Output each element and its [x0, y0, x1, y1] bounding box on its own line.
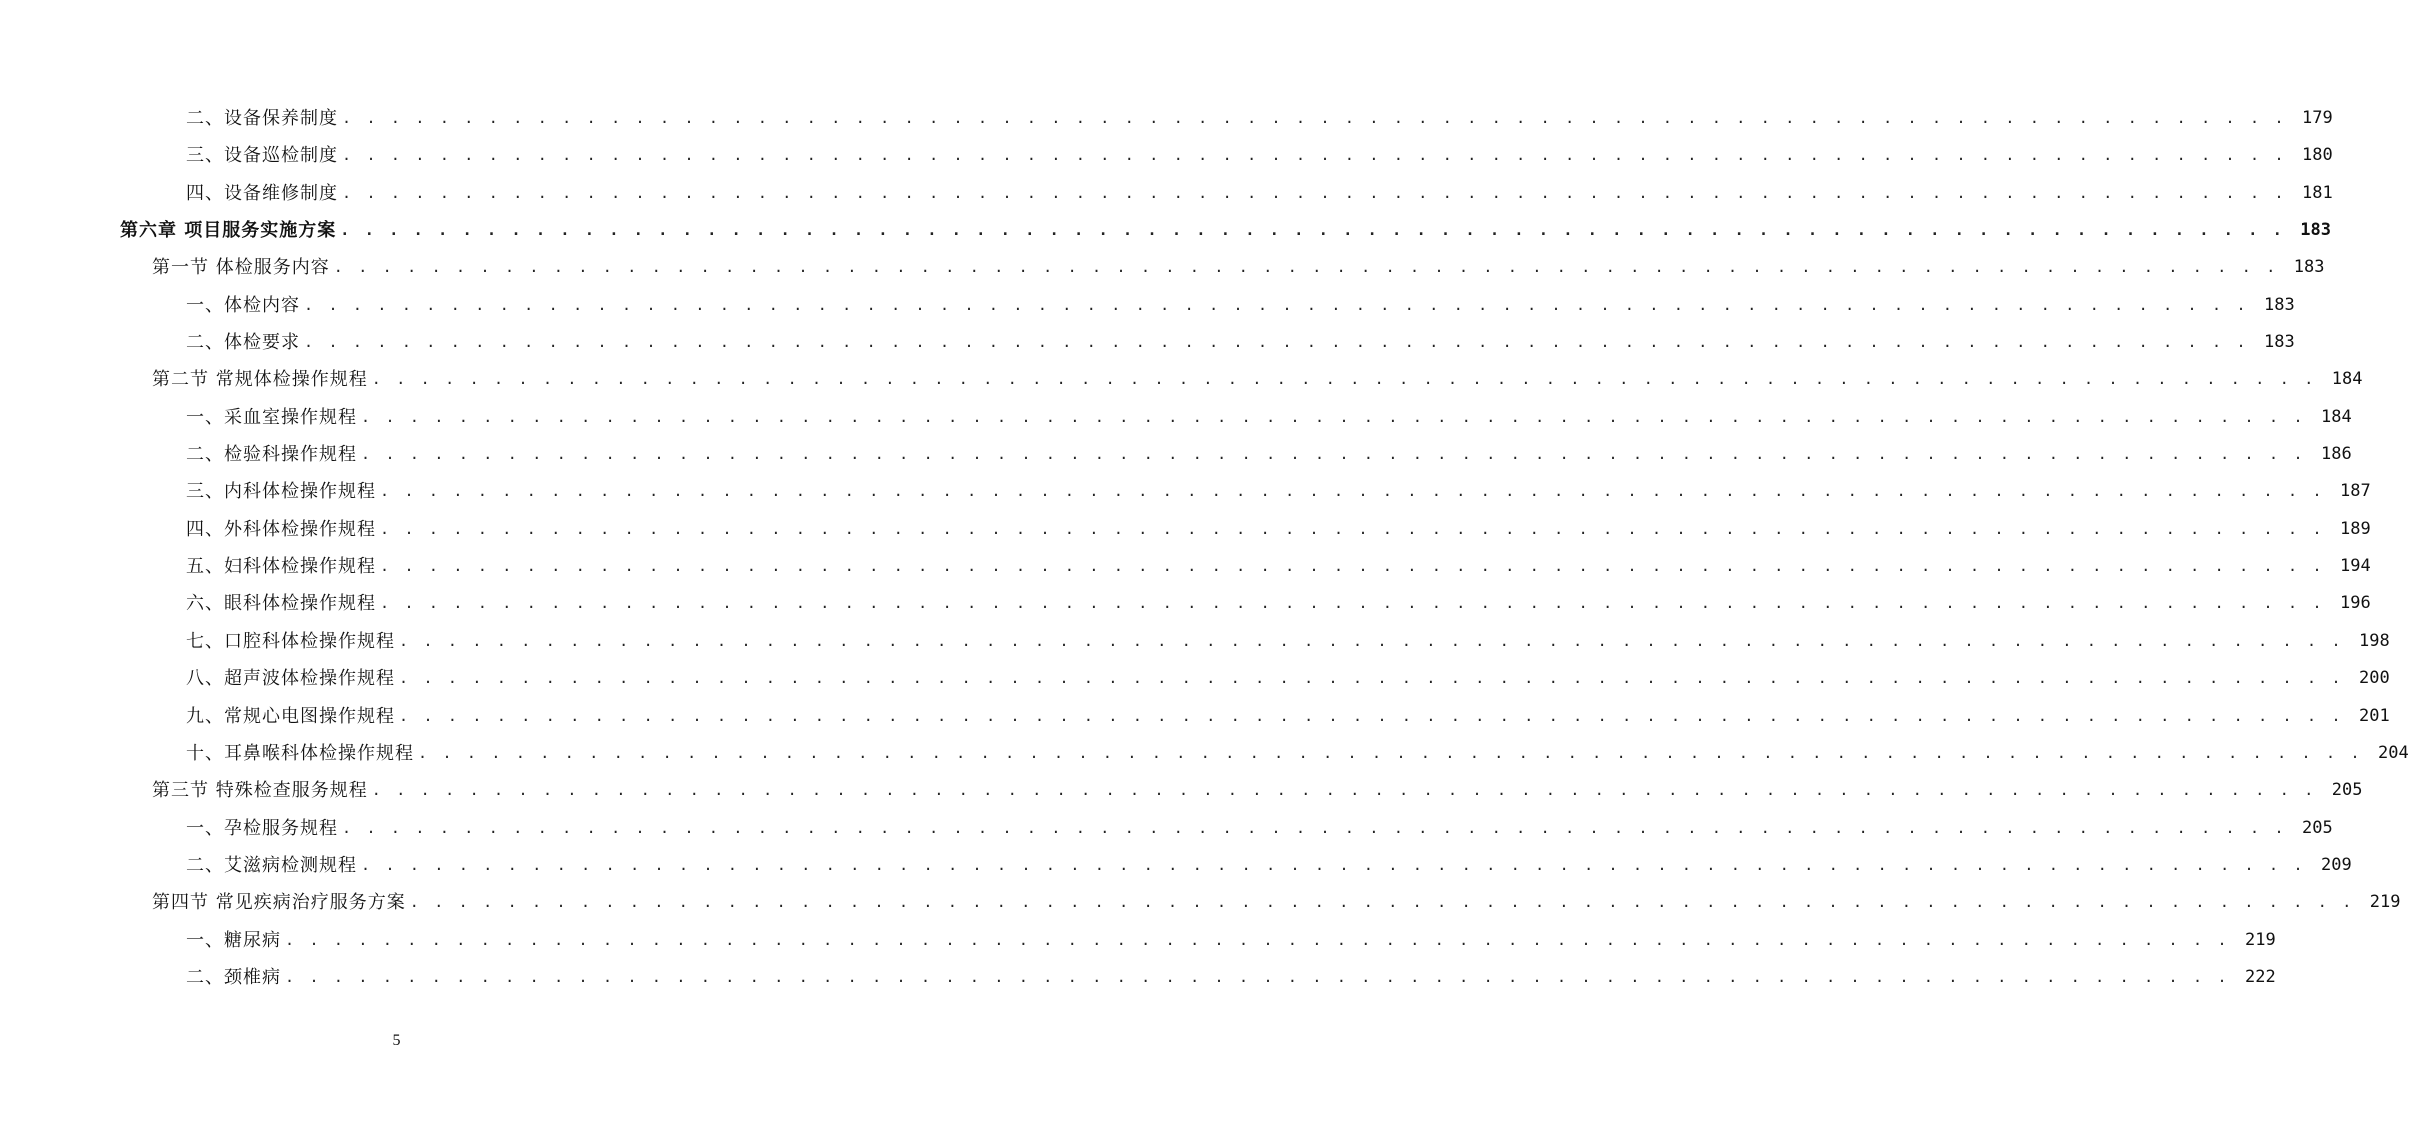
toc-entry[interactable] [0, 175, 2333, 212]
page-number: 5 [392, 1032, 401, 1049]
toc-entry[interactable] [0, 399, 2352, 436]
toc-dot-leader: . . . . . . . . . . . . . . . . . . . . . . . . . . . . . . . . . . . . . . . . . . . . . . . . . . . . . . . . . . . . . . . . . . . . . . . . . . . . . . . . [380, 482, 2325, 501]
toc-entry[interactable] [0, 698, 2390, 735]
toc-entry-page: 196 [2339, 593, 2371, 614]
toc-entry[interactable] [0, 473, 2371, 510]
toc-entry-page: 194 [2339, 556, 2371, 577]
toc-dot-leader: . . . . . . . . . . . . . . . . . . . . . . . . . . . . . . . . . . . . . . . . . . . . . . . . . . . . . . . . . . . . . . . . . . . . . . . . . . . . . . . . [361, 855, 2306, 874]
toc-dot-leader: . . . . . . . . . . . . . . . . . . . . . . . . . . . . . . . . . . . . . . . . . . . . . . . . . . . . . . . . . . . . . . . . . . . . . . . . . . . . . . . . [399, 631, 2344, 650]
toc-entry-title: 第二节 常规体检操作规程 [152, 369, 368, 391]
toc-entry-title: 第四节 常见疾病治疗服务方案 [152, 892, 406, 914]
toc-entry[interactable] [0, 623, 2390, 660]
toc-entry-title: 三、内科体检操作规程 [186, 481, 376, 503]
toc-entry[interactable] [0, 585, 2371, 622]
toc-entry[interactable] [0, 772, 2363, 809]
toc-entry[interactable] [0, 810, 2333, 847]
toc-dot-leader: . . . . . . . . . . . . . . . . . . . . . . . . . . . . . . . . . . . . . . . . . . . . . . . . . . . . . . . . . . . . . . . . . . . . . . . . . . . . . . . . [342, 146, 2287, 165]
toc-entry[interactable] [0, 548, 2371, 585]
toc-entry-title: 四、设备维修制度 [186, 182, 338, 204]
toc-entry-title: 八、超声波体检操作规程 [186, 668, 395, 690]
toc-entry-page: 183 [2263, 294, 2295, 315]
toc-dot-leader: . . . . . . . . . . . . . . . . . . . . . . . . . . . . . . . . . . . . . . . . . . . . . . . . . . . . . . . . . . . . . . . . . . . . . . . . . . . . . . . . [285, 967, 2230, 986]
toc-entry-title: 二、艾滋病检测规程 [186, 854, 357, 876]
toc-entry-title: 四、外科体检操作规程 [186, 518, 376, 540]
toc-dot-leader: . . . . . . . . . . . . . . . . . . . . . . . . . . . . . . . . . . . . . . . . . . . . . . . . . . . . . . . . . . . . . . . . . . . . . . . . . . . . . . . . [342, 818, 2287, 837]
toc-entry-title: 七、口腔科体检操作规程 [186, 630, 395, 652]
toc-entry-title: 二、颈椎病 [186, 966, 281, 988]
toc-entry[interactable] [0, 959, 2276, 996]
toc-entry[interactable] [0, 287, 2295, 324]
toc-entry-title: 二、体检要求 [186, 332, 300, 354]
toc-entry[interactable] [0, 212, 2331, 249]
toc-entry-page: 201 [2358, 705, 2390, 726]
toc-entry-page: 200 [2358, 668, 2390, 689]
toc-dot-leader: . . . . . . . . . . . . . . . . . . . . . . . . . . . . . . . . . . . . . . . . . . . . . . . . . . . . . . . . . . . . . . . . . . . . . . . . . . . . . . . . [399, 706, 2344, 725]
toc-entry-page: 180 [2301, 145, 2333, 166]
toc-entry[interactable] [0, 922, 2276, 959]
toc-entry-page: 181 [2301, 182, 2333, 203]
toc-entry-title: 九、常规心电图操作规程 [186, 705, 395, 727]
toc-entry-title: 第六章 项目服务实施方案 [120, 220, 337, 242]
toc-dot-leader: . . . . . . . . . . . . . . . . . . . . . . . . . . . . . . . . . . . . . . . . . . . . . . . . . . . . . . . . . . . . . . . . . . . . . . . . . . . . . . . . [285, 930, 2230, 949]
toc-entry-page: 186 [2320, 444, 2352, 465]
toc-entry-page: 219 [2369, 892, 2401, 913]
toc-entry-page: 189 [2339, 518, 2371, 539]
toc-entry[interactable] [0, 884, 2401, 921]
toc-entry[interactable] [0, 847, 2352, 884]
toc-entry[interactable] [0, 511, 2371, 548]
toc-entry[interactable] [0, 660, 2390, 697]
toc-dot-leader: . . . . . . . . . . . . . . . . . . . . . . . . . . . . . . . . . . . . . . . . . . . . . . . . . . . . . . . . . . . . . . . . . . . . . . . . . . . . . . . . [340, 221, 2285, 240]
toc-entry-title: 五、妇科体检操作规程 [186, 556, 376, 578]
toc-dot-leader: . . . . . . . . . . . . . . . . . . . . . . . . . . . . . . . . . . . . . . . . . . . . . . . . . . . . . . . . . . . . . . . . . . . . . . . . . . . . . . . . [342, 109, 2287, 127]
toc-entry-page: 222 [2244, 966, 2276, 987]
toc-entry-page: 179 [2301, 108, 2333, 128]
toc-dot-leader: . . . . . . . . . . . . . . . . . . . . . . . . . . . . . . . . . . . . . . . . . . . . . . . . . . . . . . . . . . . . . . . . . . . . . . . . . . . . . . . . [361, 407, 2306, 426]
toc-entry[interactable] [0, 735, 2409, 772]
toc-entry-title: 第三节 特殊检查服务规程 [152, 780, 368, 802]
toc-entry-page: 183 [2293, 257, 2325, 278]
toc-entry-page: 219 [2244, 929, 2276, 950]
table-of-contents [0, 100, 2409, 996]
toc-entry-title: 二、检验科操作规程 [186, 444, 357, 466]
toc-entry-page: 204 [2377, 742, 2409, 763]
toc-entry[interactable] [0, 324, 2295, 361]
toc-entry-title: 一、体检内容 [186, 294, 300, 316]
toc-entry-page: 209 [2320, 854, 2352, 875]
toc-entry-page: 183 [2263, 332, 2295, 353]
toc-entry-title: 第一节 体检服务内容 [152, 257, 330, 279]
toc-entry-title: 六、眼科体检操作规程 [186, 593, 376, 615]
toc-dot-leader: . . . . . . . . . . . . . . . . . . . . . . . . . . . . . . . . . . . . . . . . . . . . . . . . . . . . . . . . . . . . . . . . . . . . . . . . . . . . . . . . [409, 893, 2355, 912]
toc-entry[interactable] [0, 100, 2333, 137]
toc-dot-leader: . . . . . . . . . . . . . . . . . . . . . . . . . . . . . . . . . . . . . . . . . . . . . . . . . . . . . . . . . . . . . . . . . . . . . . . . . . . . . . . . [380, 557, 2325, 576]
toc-entry-title: 一、采血室操作规程 [186, 406, 357, 428]
toc-entry-title: 二、设备保养制度 [186, 108, 338, 129]
toc-entry-title: 一、孕检服务规程 [186, 817, 338, 839]
toc-entry-title: 十、耳鼻喉科体检操作规程 [186, 742, 414, 764]
toc-dot-leader: . . . . . . . . . . . . . . . . . . . . . . . . . . . . . . . . . . . . . . . . . . . . . . . . . . . . . . . . . . . . . . . . . . . . . . . . . . . . . . . . [380, 519, 2325, 538]
toc-entry[interactable] [0, 249, 2325, 286]
toc-dot-leader: . . . . . . . . . . . . . . . . . . . . . . . . . . . . . . . . . . . . . . . . . . . . . . . . . . . . . . . . . . . . . . . . . . . . . . . . . . . . . . . . [399, 669, 2344, 688]
toc-entry-title: 三、设备巡检制度 [186, 145, 338, 167]
toc-dot-leader: . . . . . . . . . . . . . . . . . . . . . . . . . . . . . . . . . . . . . . . . . . . . . . . . . . . . . . . . . . . . . . . . . . . . . . . . . . . . . . . . [304, 333, 2249, 352]
toc-entry-page: 205 [2301, 817, 2333, 838]
toc-entry-page: 187 [2339, 481, 2371, 502]
toc-dot-leader: . . . . . . . . . . . . . . . . . . . . . . . . . . . . . . . . . . . . . . . . . . . . . . . . . . . . . . . . . . . . . . . . . . . . . . . . . . . . . . . . [304, 295, 2249, 314]
toc-dot-leader: . . . . . . . . . . . . . . . . . . . . . . . . . . . . . . . . . . . . . . . . . . . . . . . . . . . . . . . . . . . . . . . . . . . . . . . . . . . . . . . . [418, 743, 2363, 762]
toc-dot-leader: . . . . . . . . . . . . . . . . . . . . . . . . . . . . . . . . . . . . . . . . . . . . . . . . . . . . . . . . . . . . . . . . . . . . . . . . . . . . . . . . [342, 183, 2287, 202]
toc-entry-page: 205 [2331, 780, 2363, 801]
toc-entry-title: 一、糖尿病 [186, 929, 281, 951]
toc-dot-leader: . . . . . . . . . . . . . . . . . . . . . . . . . . . . . . . . . . . . . . . . . . . . . . . . . . . . . . . . . . . . . . . . . . . . . . . . . . . . . . . . [361, 445, 2306, 464]
toc-dot-leader: . . . . . . . . . . . . . . . . . . . . . . . . . . . . . . . . . . . . . . . . . . . . . . . . . . . . . . . . . . . . . . . . . . . . . . . . . . . . . . . . [380, 594, 2325, 613]
toc-entry-page: 184 [2331, 369, 2363, 390]
toc-dot-leader: . . . . . . . . . . . . . . . . . . . . . . . . . . . . . . . . . . . . . . . . . . . . . . . . . . . . . . . . . . . . . . . . . . . . . . . . . . . . . . . . [371, 370, 2317, 389]
toc-entry[interactable] [0, 137, 2333, 174]
toc-entry-page: 198 [2358, 630, 2390, 651]
toc-dot-leader: . . . . . . . . . . . . . . . . . . . . . . . . . . . . . . . . . . . . . . . . . . . . . . . . . . . . . . . . . . . . . . . . . . . . . . . . . . . . . . . . [371, 781, 2317, 800]
toc-entry-page: 183 [2300, 220, 2331, 241]
toc-entry[interactable] [0, 436, 2352, 473]
toc-dot-leader: . . . . . . . . . . . . . . . . . . . . . . . . . . . . . . . . . . . . . . . . . . . . . . . . . . . . . . . . . . . . . . . . . . . . . . . . . . . . . . . . [333, 258, 2279, 277]
toc-entry[interactable] [0, 361, 2363, 398]
toc-entry-page: 184 [2320, 406, 2352, 427]
